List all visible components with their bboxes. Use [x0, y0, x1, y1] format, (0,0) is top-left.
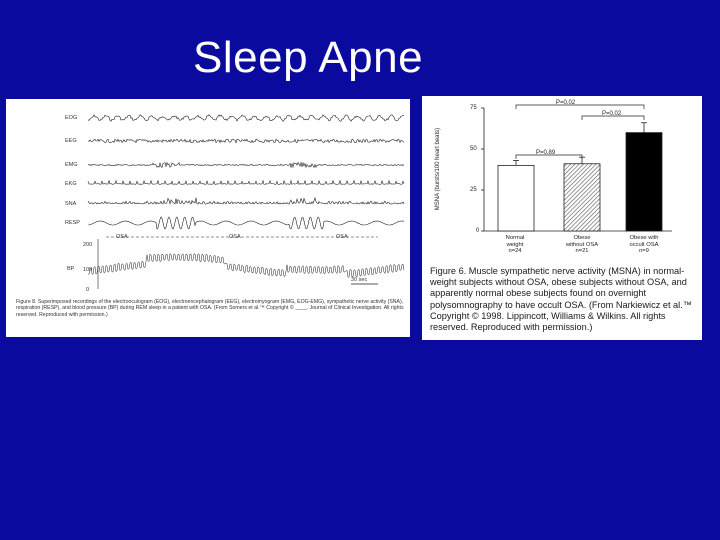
bar-1 [498, 165, 534, 231]
p-value-label: P=0.02 [556, 100, 576, 106]
trace-label-emg: EMG [65, 162, 78, 168]
sna-trace [88, 198, 404, 204]
resp-trace [88, 217, 404, 229]
y-tick-75: 75 [470, 105, 477, 111]
trace-label-resp: RESP [65, 220, 80, 226]
osa-label: OSA [229, 234, 241, 240]
category-label-obese: Obese without OSA n=21 [565, 235, 599, 255]
y-tick-50: 50 [470, 146, 477, 152]
trace-label-eeg: EEG [65, 138, 77, 144]
y-tick-0: 0 [476, 228, 480, 234]
msna-figure [422, 96, 702, 340]
trace-label-ekg: EKG [65, 181, 77, 187]
polysomnography-figure [6, 99, 410, 337]
bp-trace [88, 254, 404, 278]
y-tick-25: 25 [470, 187, 477, 193]
bp-scale-0: 0 [86, 287, 90, 293]
bp-scale-200: 200 [83, 242, 93, 248]
category-label-obese-osa: Obese with occult OSA n=9 [629, 235, 659, 255]
eeg-trace [88, 139, 404, 143]
time-scale-label: 30 sec [351, 277, 368, 283]
chart-y-axis-label: MSNA (bursts/100 heart beats) [435, 127, 441, 211]
left-figure-caption: Figure 8. Superimposed recordings of the electrooculogram (EOG), electroencephalogram (EEG), electromyogram (EMG, EOG-EMG), sympathetic nerve activity (SNA), respiration (RESP), and blood pressure (BP) during REM sleep in a patient with OSA. (From Somers et al.™ Copyright © ____. Journal of Clinical Investigation. All rights reserved. Reproduced with permission.) [16, 299, 404, 318]
bp-scale-100: 100 [83, 267, 93, 273]
ekg-trace [88, 181, 404, 185]
right-figure-caption: Figure 6. Muscle sympathetic nerve activity (MSNA) in normal-weight subjects without OSA, obese subjects without OSA, and apparently normal obese subjects found on overnight polysomnography to have occult OSA. (From Narkiewicz et al.™ Copyright © 1998. Lippincott, Williams & Wilkins. All rights reserved. Reproduced with permission.) [430, 266, 692, 333]
bar-3 [626, 133, 662, 231]
slide-title: Sleep Apne [193, 33, 424, 82]
significance-bracket [516, 105, 644, 109]
p-value-label: P=0.89 [536, 150, 556, 156]
trace-label-bp: BP [67, 266, 75, 272]
osa-label: OSA [116, 234, 128, 240]
bar-2 [564, 164, 600, 231]
osa-label: OSA [336, 234, 348, 240]
trace-label-eog: EOG [65, 115, 78, 121]
category-label-normal: Normal weight n=24 [505, 235, 525, 255]
trace-label-sna: SNA [65, 201, 77, 207]
emg-trace [88, 163, 404, 168]
p-value-label: P=0.02 [602, 111, 622, 117]
eog-trace [88, 115, 404, 122]
